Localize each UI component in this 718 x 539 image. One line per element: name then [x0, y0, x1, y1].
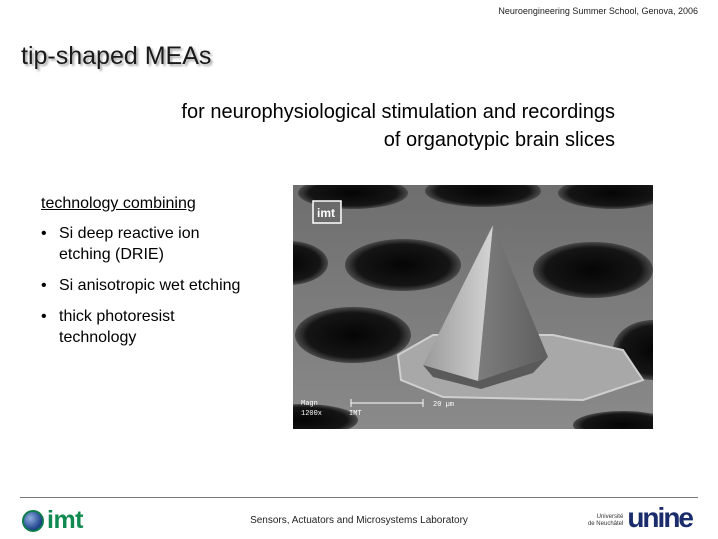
- sem-magn-value: 1200x: [301, 410, 323, 418]
- sem-micrograph-drawing: [293, 185, 653, 429]
- bullet-list: [41, 223, 241, 348]
- footer-divider: [20, 497, 698, 498]
- sem-hole: [345, 239, 461, 291]
- slide-subtitle: [181, 98, 615, 154]
- sem-magn-label: Magn: [301, 400, 318, 408]
- subtitle-line-1: for neurophysiological stimulation and recordings: [181, 101, 615, 123]
- unine-logo: [587, 502, 692, 533]
- technology-list: [41, 195, 241, 358]
- unine-small-line-2: de Neuchâtel: [587, 521, 624, 527]
- header-note: Neuroengineering Summer School, Genova, 2006: [498, 6, 698, 16]
- sem-hole: [295, 307, 411, 363]
- lab-name: Sensors, Actuators and Microsystems Laboratory: [250, 515, 468, 526]
- bullet-item: • thick photoresist technology: [41, 306, 241, 348]
- bullet-item: • Si anisotropic wet etching: [41, 275, 241, 296]
- sem-hole: [533, 242, 653, 298]
- unine-logo-small: [588, 514, 623, 528]
- unine-logo-text: unine: [627, 502, 692, 533]
- sem-micrograph: [293, 185, 653, 429]
- section-label: technology combining: [41, 195, 196, 212]
- bullet-item: • Si deep reactive ion etching (DRIE): [41, 223, 241, 265]
- unine-small-line-1: Université: [596, 514, 624, 520]
- slide-title: tip-shaped MEAs: [21, 42, 212, 70]
- sem-scale-label: 20 µm: [433, 401, 455, 409]
- imt-logo-text: imt: [47, 506, 83, 534]
- subtitle-line-2: of organotypic brain slices: [383, 129, 615, 151]
- sem-logo-text: imt: [317, 206, 335, 220]
- sem-org-label: IMT: [349, 410, 362, 418]
